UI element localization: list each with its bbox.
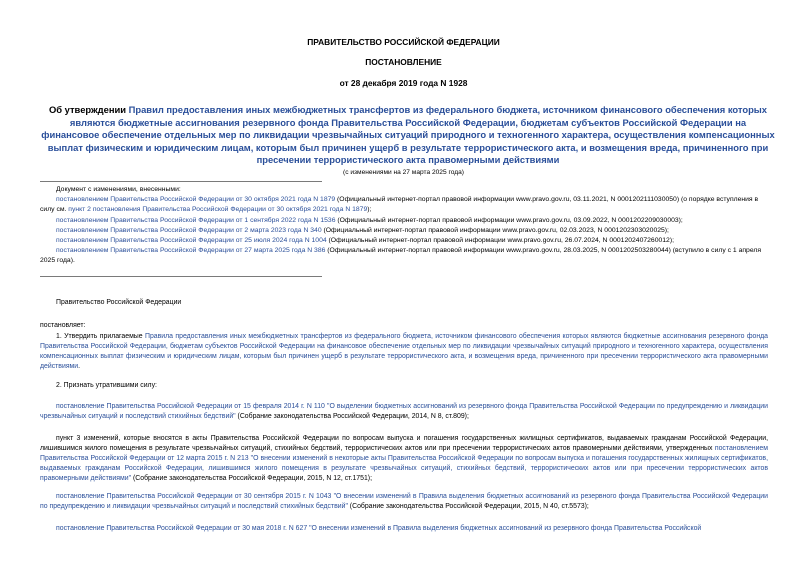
document-title [40, 104, 776, 167]
p1-text: 1. Утвердить прилагаемые [56, 333, 145, 340]
repealed-link-627[interactable]: постановление Правительства Российской Федерации от 30 мая 2018 г. N 627 "О внесении изменений в Правила выделения бюджетных ассигнований из резервного фонда Правительства Российской [56, 525, 702, 532]
repealed-text: пункт 3 изменений, которые вносятся в акты Правительства Российской Федерации по вопросам выпуска и погашения государственных жилищных сертификатов, выдаваемых гражданам Российской Федерации, лишившимся жилого помещения в результате чрезвычайных ситуаций, стихийных бедствий, террористических актов или при пресечении террористических актов правомерными действиями, утвержденных [40, 435, 768, 453]
repealed-text: (Собрание законодательства Российской Федерации, 2015, N 40, ст.5573); [347, 503, 589, 511]
divider-top [40, 181, 322, 182]
p2-text: 2. Признать утратившими силу: [56, 382, 157, 389]
change-text: ); [367, 206, 372, 214]
change-item [40, 246, 770, 266]
p1-rules-link[interactable]: Правила предоставления иных межбюджетных трансфертов из федерального бюджета, источником финансового обеспечения которых являются бюджетные ассигнования резервного фонда Правительства Российской Федерации, бюджетам субъектов Российской Федерации на финансовое обеспечение отдельных мер по ликвидации чрезвычайных ситуаций природного и техногенного характера, осуществления компенсационных выплат физическим и юридическим лицам, которым был причинен ущерб в результате террористического акта, и возмещения вреда, причиненного при пресечении террористического акта правомерными действиями [40, 333, 769, 371]
repealed-link-110[interactable]: постановление Правительства Российской Федерации от 15 февраля 2014 г. N 110 "О выделении бюджетных ассигнований из резервного фонда Правительства Российской Федерации по предупреждению и ликвидации чрезвычайных ситуаций и последствий стихийных бедствий" [40, 403, 768, 421]
change-text: (Официальный интернет-портал правовой информации www.pravo.gov.ru, 02.03.2023, N 0001202303020025); [321, 226, 669, 234]
change-text: (Официальный интернет-портал правовой информации www.pravo.gov.ru, 28.03.2025, N 0001202503280044) (вступило в силу с 1 апреля 2025 года). [40, 247, 762, 265]
repealed-text: (Собрание законодательства Российской Федерации, 2014, N 8, ст.809); [235, 413, 469, 421]
change-item [40, 236, 770, 246]
p1-end: . [78, 363, 81, 371]
change-link-1004[interactable]: постановлением Правительства Российской Федерации от 25 июля 2024 года N 1004 [56, 237, 327, 245]
change-link-1879[interactable]: постановлением Правительства Российской Федерации от 30 октября 2021 года N 1879 [56, 196, 336, 204]
change-item [40, 216, 770, 226]
repealed-item-2 [40, 434, 768, 484]
body-decrees [40, 321, 768, 331]
change-item [40, 226, 770, 236]
repealed-item-1 [40, 402, 768, 422]
body-government [40, 298, 768, 308]
change-link-386[interactable]: постановлением Правительства Российской Федерации от 27 марта 2025 года N 386 [56, 247, 326, 255]
title-rules-link[interactable]: Правил предоставления иных межбюджетных трансфертов из федерального бюджета, источником финансового обеспечения которых являются бюджетные ассигнования резервного фонда Правительства Российской Федерации, бюджетам субъектов Российской Федерации на финансовое обеспечение отдельных мер по ликвидации чрезвычайных ситуаций природного и техногенного характера, осуществления компенсационных выплат физическим и юридическим лицам, которым был причинен ущерб в результате террористического акта, и возмещения вреда, причиненного при пресечении террористического акта правомерными действиями [41, 104, 775, 166]
government-header: ПРАВИТЕЛЬСТВО РОССИЙСКОЙ ФЕДЕРАЦИИ [307, 37, 500, 47]
repealed-text: (Собрание законодательства Российской Федерации, 2015, N 12, ст.1751); [131, 475, 373, 483]
change-text: (Официальный интернет-портал правовой информации www.pravo.gov.ru, 03.09.2022, N 0001202209030003); [335, 216, 683, 224]
change-text: (Официальный интернет-портал правовой информации www.pravo.gov.ru, 26.07.2024, N 0001202407260012); [326, 237, 674, 245]
decrees-label: постановляет: [40, 322, 86, 329]
divider-bottom [40, 276, 322, 277]
paragraph-2 [40, 381, 768, 391]
repealed-link-1043[interactable]: постановление Правительства Российской Федерации от 30 сентября 2015 г. N 1043 "О внесении изменений в Правила выделения бюджетных ассигнований из резервного фонда Правительства Российской Федерации по предупреждению и ликвидации чрезвычайных ситуаций и последствий стихийных бедствий" [40, 493, 768, 511]
document-type: ПОСТАНОВЛЕНИЕ [365, 57, 442, 67]
title-prefix: Об утверждении [48, 104, 129, 115]
changes-block [40, 185, 770, 267]
change-link-1536[interactable]: постановлением Правительства Российской Федерации от 1 сентября 2022 года N 1536 [56, 216, 336, 224]
paragraph-1 [40, 332, 768, 372]
amendment-note: (с изменениями на 27 марта 2025 года) [343, 169, 464, 176]
change-text: (Официальный интернет-портал правовой информации www.pravo.gov.ru, 03.11.2021, N 0001202111030050) (о порядке вступления в силу см. [40, 196, 759, 214]
repealed-link-213[interactable]: постановлением Правительства Российской Федерации от 12 марта 2015 г. N 213 "О внесении изменений в некоторые акты Правительства Российской Федерации по вопросам выпуска и погашения государственных жилищных сертификатов, выдаваемых гражданам Российской Федерации, лишившимся жилого помещения в результате чрезвычайных ситуаций, стихийных бедствий, террористических актов или при пресечении террористических актов правомерными действиями" [40, 445, 768, 483]
change-item [40, 195, 770, 215]
document-date-number: от 28 декабря 2019 года N 1928 [339, 78, 468, 88]
repealed-item-4 [40, 524, 768, 534]
changes-intro: Документ с изменениями, внесенными: [56, 186, 181, 193]
repealed-item-3 [40, 492, 768, 512]
change-link-340[interactable]: постановлением Правительства Российской Федерации от 2 марта 2023 года N 340 [56, 226, 322, 234]
government-label: Правительство Российской Федерации [56, 299, 182, 306]
change-link-1879-p2[interactable]: пункт 2 постановления Правительства Российской Федерации от 30 октября 2021 года N 1879 [68, 206, 368, 214]
